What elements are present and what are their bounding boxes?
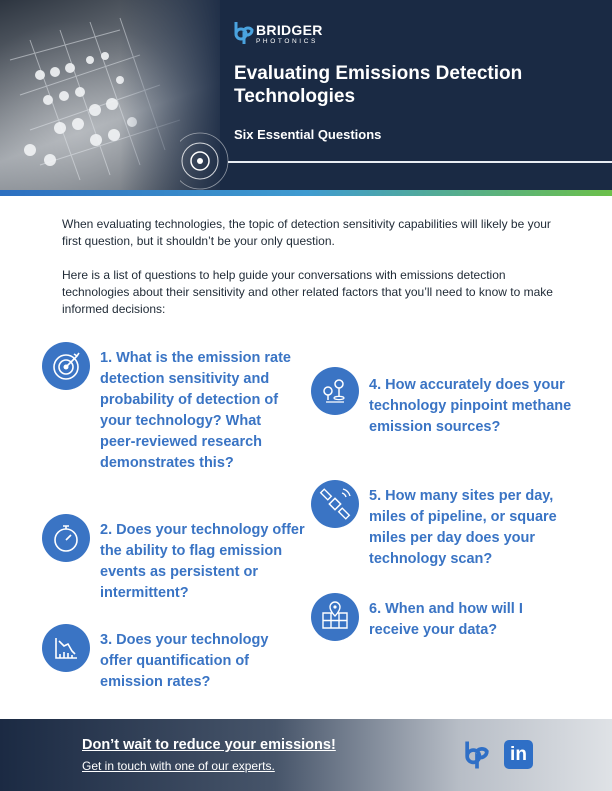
- location-pins-icon: [311, 367, 359, 415]
- gradient-accent-bar: [0, 190, 612, 196]
- intro-text: [62, 216, 562, 335]
- linkedin-icon[interactable]: in: [504, 740, 533, 769]
- footer-banner: [0, 719, 612, 791]
- brand-name: BRIDGER: [256, 22, 323, 38]
- question-1-text: 1. What is the emission rate detection sensitivity and probability of detection of your technology? What peer-reviewed research demonstrates this?: [100, 350, 291, 471]
- bridger-logo: [234, 20, 323, 48]
- header-divider: [228, 161, 612, 163]
- page-title: Evaluating Emissions Detection Technologies: [234, 63, 523, 107]
- header-banner: [0, 0, 612, 190]
- bridger-bp-icon: [234, 20, 254, 46]
- intro-paragraph-2: Here is a list of questions to help guide your conversations with emissions detection technologies about their sensitivity and other related factors that you’ll need to know to make informed decisions:: [62, 268, 553, 316]
- intro-paragraph-1: When evaluating technologies, the topic of detection sensitivity capabilities will likely be your first question, but it shouldn’t be your only question.: [62, 217, 551, 248]
- bridger-footer-logo-icon[interactable]: [464, 739, 490, 771]
- question-3-text: 3. Does your technology offer quantification of emission rates?: [100, 632, 269, 690]
- question-6-text: 6. When and how will I receive your data?: [369, 601, 523, 638]
- contact-experts-link[interactable]: Get in touch with one of our experts.: [82, 759, 275, 773]
- question-2-text: 2. Does your technology offer the ability to flag emission events as persistent or intermittent?: [100, 522, 305, 601]
- declining-chart-icon: [42, 624, 90, 672]
- question-4-text: 4. How accurately does your technology pinpoint methane emission sources?: [369, 377, 572, 435]
- question-5-text: 5. How many sites per day, miles of pipeline, or square miles per day does your technology scan?: [369, 488, 557, 567]
- target-icon: [42, 342, 90, 390]
- page-subtitle: Six Essential Questions: [234, 127, 382, 142]
- satellite-icon: [311, 480, 359, 528]
- map-grid-icon: [311, 593, 359, 641]
- stopwatch-icon: [42, 514, 90, 562]
- signal-rings-graphic: [180, 112, 280, 190]
- brand-tagline: PHOTONICS: [256, 38, 318, 45]
- cta-link[interactable]: Don’t wait to reduce your emissions!: [82, 737, 336, 753]
